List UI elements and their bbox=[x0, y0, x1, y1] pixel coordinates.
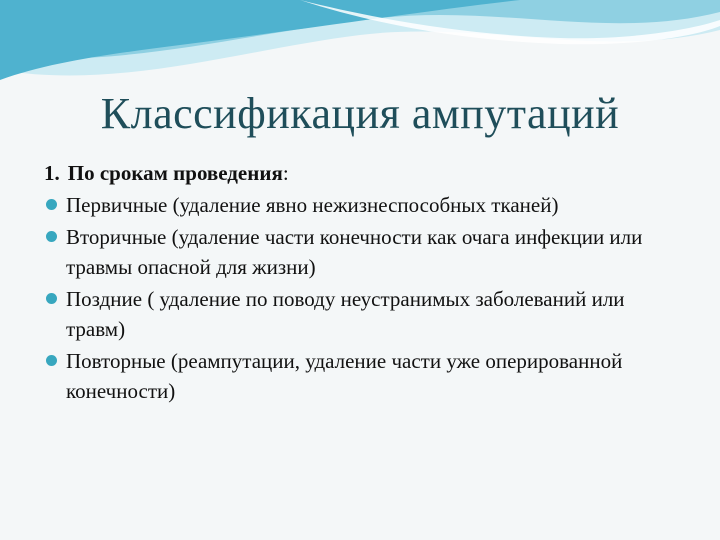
slide-content bbox=[44, 158, 684, 408]
bullet-dot-icon bbox=[46, 355, 57, 366]
slide-title: Классификация ампутаций bbox=[100, 89, 620, 138]
list-item-text: Вторичные (удаление части конечности как очага инфекции или травмы опасной для жизни) bbox=[66, 225, 643, 279]
bullet-dot-icon bbox=[46, 231, 57, 242]
list-item bbox=[44, 284, 684, 344]
heading-number: 1. bbox=[44, 161, 60, 185]
heading-text: По срокам проведения bbox=[67, 161, 283, 185]
heading-colon: : bbox=[282, 161, 289, 185]
list-item bbox=[44, 222, 684, 282]
list-item-text: Первичные (удаление явно нежизнеспособных тканей) bbox=[66, 193, 559, 217]
list-item-text: Повторные (реампутации, удаление части уже оперированной конечности) bbox=[66, 349, 623, 403]
list-item bbox=[44, 190, 684, 220]
list-item-text: Поздние ( удаление по поводу неустранимых заболеваний или травм) bbox=[66, 287, 625, 341]
section-heading bbox=[44, 158, 684, 188]
bullet-dot-icon bbox=[46, 293, 57, 304]
list-item bbox=[44, 346, 684, 406]
bullet-dot-icon bbox=[46, 199, 57, 210]
bullet-list bbox=[44, 190, 684, 406]
